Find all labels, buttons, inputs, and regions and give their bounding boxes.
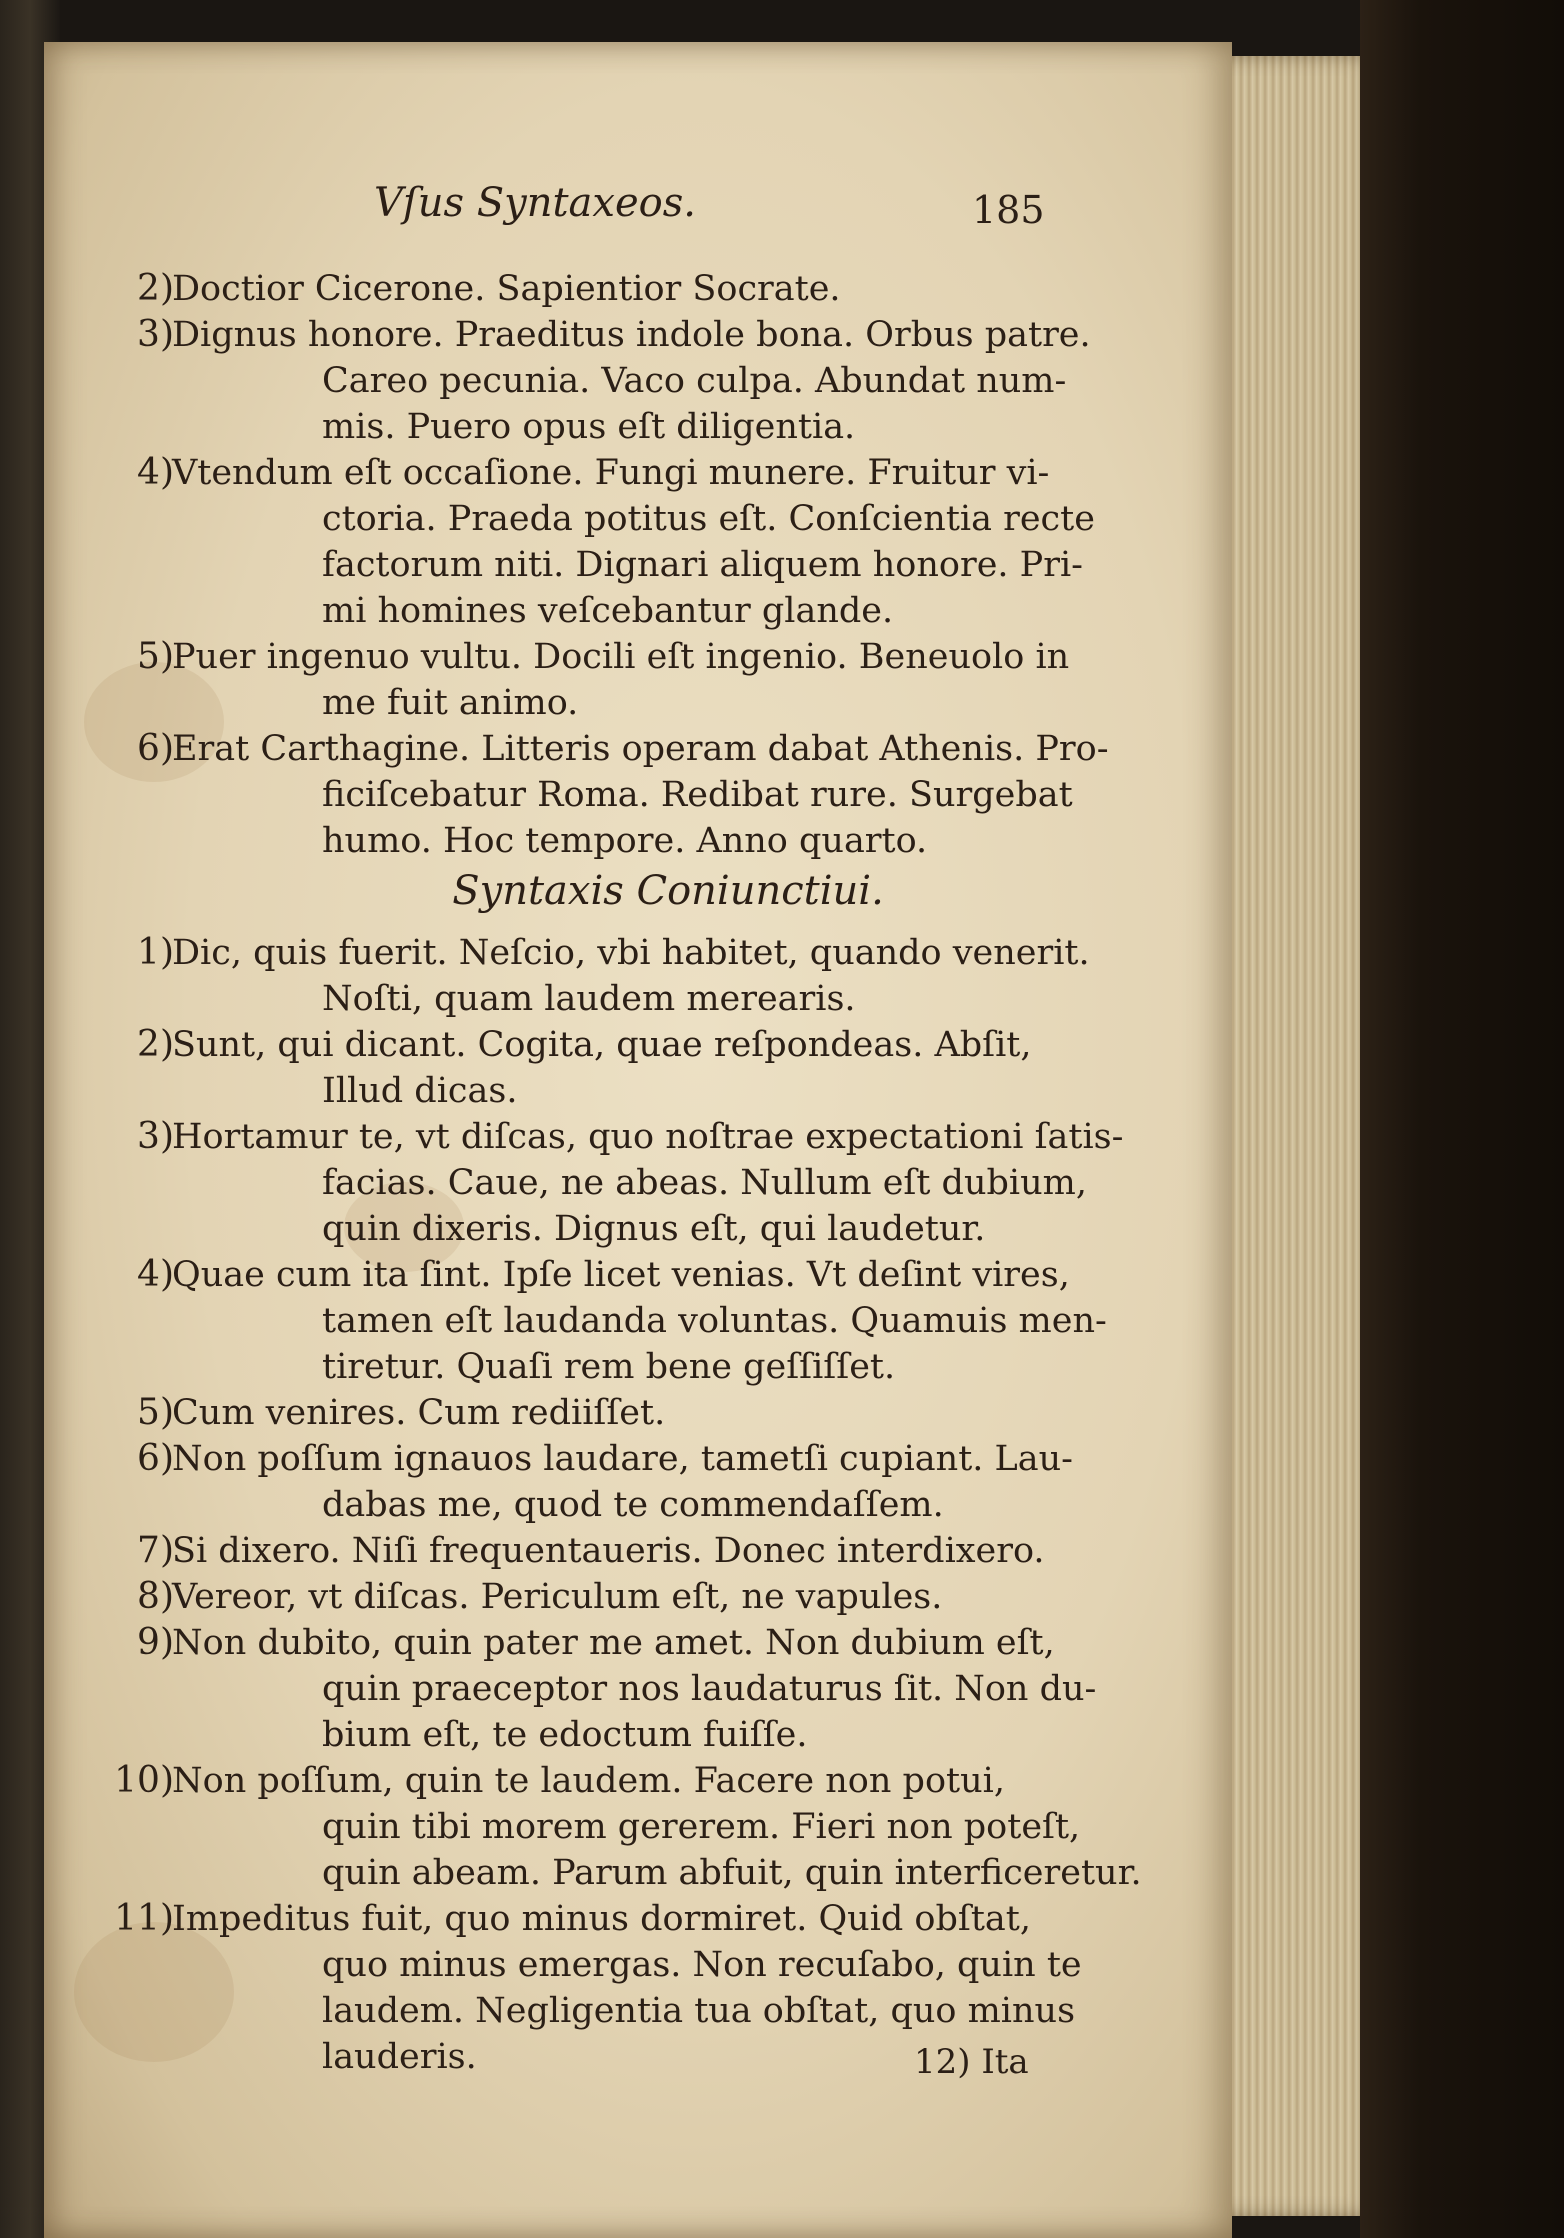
text-line: ctoria. Praeda potitus eſt. Conſcientia recte: [322, 499, 1095, 539]
text-line: Hortamur te, vt diſcas, quo noſtrae expectationi ſatis-: [172, 1117, 1124, 1157]
text-line: mis. Puero opus eſt diligentia.: [322, 407, 856, 447]
item-number: 10): [114, 1760, 174, 1801]
numbered-item: [92, 1436, 1112, 1528]
text-line: facias. Caue, ne abeas. Nullum eſt dubium,: [322, 1163, 1087, 1203]
text-line: quin abeam. Parum abfuit, quin interficeretur.: [322, 1853, 1142, 1893]
text-line: ficiſcebatur Roma. Redibat rure. Surgebat: [322, 775, 1073, 815]
text-line: dabas me, quod te commendaſſem.: [322, 1485, 944, 1525]
numbered-item: [92, 930, 1112, 1022]
text-line: Puer ingenuo vultu. Docili eſt ingenio. Beneuolo in: [172, 637, 1070, 677]
text-line: quin tibi morem gererem. Fieri non poteſt,: [322, 1807, 1081, 1847]
section-one: [92, 266, 1112, 864]
text-line: Doctior Cicerone. Sapientior Socrate.: [172, 269, 841, 309]
text-line: Sunt, qui dicant. Cogita, quae reſpondeas. Abſit,: [172, 1025, 1032, 1065]
item-number: 1): [137, 932, 174, 973]
item-number: 5): [137, 1392, 174, 1433]
text-line: laudem. Negligentia tua obſtat, quo minus: [322, 1991, 1076, 2031]
section-two: [92, 930, 1142, 2080]
numbered-item: [92, 1022, 1112, 1114]
text-line: Non dubito, quin pater me amet. Non dubium eſt,: [172, 1623, 1055, 1663]
numbered-item: [92, 1114, 1124, 1252]
numbered-item: [92, 1574, 1112, 1620]
text-line: humo. Hoc tempore. Anno quarto.: [322, 821, 928, 861]
item-number: 5): [137, 636, 174, 677]
item-number: 4): [137, 452, 174, 493]
item-number: 3): [137, 314, 174, 355]
text-line: Quae cum ita ſint. Ipſe licet venias. Vt deſint vires,: [172, 1255, 1070, 1295]
numbered-item: [92, 1528, 1112, 1574]
item-number: 9): [137, 1622, 174, 1663]
text-line: Dignus honore. Praeditus indole bona. Orbus patre.: [172, 315, 1091, 355]
text-line: Noſti, quam laudem merearis.: [322, 979, 856, 1019]
text-line: quo minus emergas. Non recuſabo, quin te: [322, 1945, 1082, 1985]
text-line: Vtendum eſt occaſione. Fungi munere. Fruitur vi-: [172, 453, 1050, 493]
section-heading: Syntaxis Coniunctiui.: [452, 868, 884, 914]
text-line: bium eſt, te edoctum fuiſſe.: [322, 1715, 808, 1755]
text-line: quin praeceptor nos laudaturus ſit. Non du-: [322, 1669, 1097, 1709]
numbered-item: [92, 726, 1112, 864]
page-number: 185: [972, 188, 1045, 232]
text-line: tiretur. Quaſi rem bene geſſiſſet.: [322, 1347, 896, 1387]
text-line: Vereor, vt diſcas. Periculum eſt, ne vapules.: [172, 1577, 943, 1617]
text-line: me fuit animo.: [322, 683, 579, 723]
item-number: 6): [137, 728, 174, 769]
text-line: Illud dicas.: [322, 1071, 518, 1111]
text-line: lauderis.: [322, 2037, 477, 2077]
text-line: Si dixero. Niſi frequentaueris. Donec interdixero.: [172, 1531, 1045, 1571]
text-line: Impeditus fuit, quo minus dormiret. Quid obſtat,: [172, 1899, 1031, 1939]
numbered-item: [92, 1620, 1112, 1758]
numbered-item: [92, 1758, 1142, 1896]
text-line: tamen eſt laudanda voluntas. Quamuis men-: [322, 1301, 1107, 1341]
numbered-item: [92, 1390, 1112, 1436]
numbered-item: [92, 450, 1112, 634]
numbered-item: [92, 634, 1112, 726]
text-line: Cum venires. Cum rediiſſet.: [172, 1393, 666, 1433]
page-header: [44, 180, 1232, 240]
book-cover: [1360, 0, 1564, 2238]
item-number: 3): [137, 1116, 174, 1157]
numbered-item: [92, 1252, 1112, 1390]
item-number: 4): [137, 1254, 174, 1295]
text-line: quin dixeris. Dignus eſt, qui laudetur.: [322, 1209, 986, 1249]
catchword: 12) Ita: [914, 2042, 1029, 2082]
text-line: Non poſſum, quin te laudem. Facere non potui,: [172, 1761, 1005, 1801]
item-number: 8): [137, 1576, 174, 1617]
text-line: Careo pecunia. Vaco culpa. Abundat num-: [322, 361, 1067, 401]
text-line: Dic, quis fuerit. Neſcio, vbi habitet, quando venerit.: [172, 933, 1090, 973]
numbered-item: [92, 266, 1112, 312]
item-number: 6): [137, 1438, 174, 1479]
item-number: 7): [137, 1530, 174, 1571]
running-title: Vſus Syntaxeos.: [374, 180, 696, 226]
text-line: Erat Carthagine. Litteris operam dabat Athenis. Pro-: [172, 729, 1109, 769]
item-number: 2): [137, 268, 174, 309]
text-line: mi homines veſcebantur glande.: [322, 591, 894, 631]
item-number: 11): [114, 1898, 174, 1939]
text-line: Non poſſum ignauos laudare, tametſi cupiant. Lau-: [172, 1439, 1073, 1479]
numbered-item: [92, 312, 1112, 450]
item-number: 2): [137, 1024, 174, 1065]
text-line: factorum niti. Dignari aliquem honore. Pri-: [322, 545, 1083, 585]
book-page: [44, 42, 1232, 2238]
